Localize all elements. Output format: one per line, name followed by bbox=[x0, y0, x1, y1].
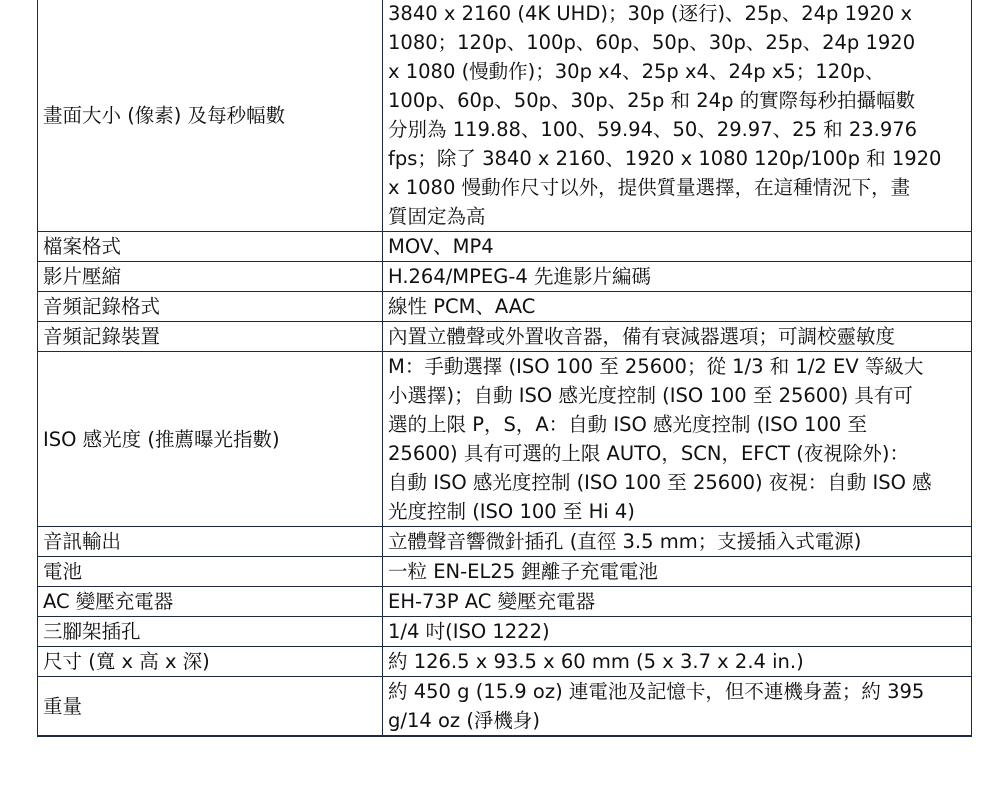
spec-value-line: 1/4 吋(ISO 1222) bbox=[388, 620, 550, 643]
spec-value bbox=[383, 0, 972, 232]
spec-value-line: 一粒 EN-EL25 鋰離子充電電池 bbox=[388, 560, 658, 583]
spec-value-line: 自動 ISO 感光度控制 (ISO 100 至 25600) 夜視：自動 ISO 感 bbox=[388, 471, 932, 494]
spec-value-line: EH-73P AC 變壓充電器 bbox=[388, 590, 596, 613]
spec-value-line: fps；除了 3840 x 2160、1920 x 1080 120p/100p 和 1920 bbox=[388, 147, 942, 170]
spec-label: 三腳架插孔 bbox=[38, 617, 383, 647]
spec-row-weight bbox=[38, 677, 972, 737]
spec-value-line: 光度控制 (ISO 100 至 Hi 4) bbox=[388, 500, 635, 523]
spec-row-ac-adapter bbox=[38, 587, 972, 617]
spec-value-line: M：手動選擇 (ISO 100 至 25600；從 1/3 和 1/2 EV 等級大 bbox=[388, 355, 924, 378]
spec-value bbox=[383, 557, 972, 587]
spec-row-file-format bbox=[38, 232, 972, 262]
spec-value bbox=[383, 232, 972, 262]
spec-value bbox=[383, 262, 972, 292]
spec-row-frame-size bbox=[38, 0, 972, 232]
spec-value-line: x 1080 (慢動作)；30p x4、25p x4、24p x5；120p、 bbox=[388, 60, 885, 83]
spec-value bbox=[383, 292, 972, 322]
spec-value bbox=[383, 617, 972, 647]
spec-value bbox=[383, 677, 972, 737]
spec-value-line: 立體聲音響微針插孔 (直徑 3.5 mm；支援插入式電源) bbox=[388, 530, 862, 553]
spec-value-line: 1080；120p、100p、60p、50p、30p、25p、24p 1920 bbox=[388, 31, 916, 54]
spec-value bbox=[383, 527, 972, 557]
spec-row-video-compression bbox=[38, 262, 972, 292]
spec-row-audio-format bbox=[38, 292, 972, 322]
spec-row-battery bbox=[38, 557, 972, 587]
spec-value bbox=[383, 322, 972, 352]
spec-value-line: 小選擇)；自動 ISO 感光度控制 (ISO 100 至 25600) 具有可 bbox=[388, 384, 913, 407]
spec-value-line: H.264/MPEG-4 先進影片編碼 bbox=[388, 265, 651, 288]
spec-value-line: 質固定為高 bbox=[388, 205, 486, 228]
spec-row-iso bbox=[38, 352, 972, 527]
spec-value-line: 內置立體聲或外置收音器，備有衰減器選項；可調校靈敏度 bbox=[388, 325, 896, 348]
spec-label: 畫面大小 (像素) 及每秒幅數 bbox=[38, 0, 383, 232]
spec-row-tripod-socket bbox=[38, 617, 972, 647]
spec-row-audio-device bbox=[38, 322, 972, 352]
spec-label: 尺寸 (寬 x 高 x 深) bbox=[38, 647, 383, 677]
spec-value bbox=[383, 587, 972, 617]
spec-value bbox=[383, 647, 972, 677]
spec-label: 音頻記錄裝置 bbox=[38, 322, 383, 352]
spec-value-line: g/14 oz (淨機身) bbox=[388, 709, 541, 732]
spec-value-line: 選的上限 P，S，A：自動 ISO 感光度控制 (ISO 100 至 bbox=[388, 413, 867, 436]
spec-label: 檔案格式 bbox=[38, 232, 383, 262]
spec-label: AC 變壓充電器 bbox=[38, 587, 383, 617]
spec-value-line: 3840 x 2160 (4K UHD)；30p (逐行)、25p、24p 1920 x bbox=[388, 2, 912, 25]
spec-value bbox=[383, 352, 972, 527]
spec-value-line: 分別為 119.88、100、59.94、50、29.97、25 和 23.976 bbox=[388, 118, 918, 141]
spec-value-line: 約 126.5 x 93.5 x 60 mm (5 x 3.7 x 2.4 in.) bbox=[388, 650, 804, 673]
spec-value-line: x 1080 慢動作尺寸以外，提供質量選擇，在這種情況下，畫 bbox=[388, 176, 911, 199]
spec-value-line: MOV、MP4 bbox=[388, 235, 494, 258]
spec-label: 影片壓縮 bbox=[38, 262, 383, 292]
spec-row-dimensions bbox=[38, 647, 972, 677]
spec-value-line: 線性 PCM、AAC bbox=[388, 295, 536, 318]
spec-label: 重量 bbox=[38, 677, 383, 737]
spec-label: 音訊輸出 bbox=[38, 527, 383, 557]
spec-label: 音頻記錄格式 bbox=[38, 292, 383, 322]
spec-value-line: 約 450 g (15.9 oz) 連電池及記憶卡，但不連機身蓋；約 395 bbox=[388, 680, 925, 703]
spec-value-line: 100p、60p、50p、30p、25p 和 24p 的實際每秒拍攝幅數 bbox=[388, 89, 916, 112]
spec-row-audio-output bbox=[38, 527, 972, 557]
spec-label: 電池 bbox=[38, 557, 383, 587]
spec-value-line: 25600) 具有可選的上限 AUTO，SCN，EFCT (夜視除外)： bbox=[388, 442, 909, 465]
spec-label: ISO 感光度 (推薦曝光指數) bbox=[38, 352, 383, 527]
spec-table bbox=[37, 0, 972, 737]
